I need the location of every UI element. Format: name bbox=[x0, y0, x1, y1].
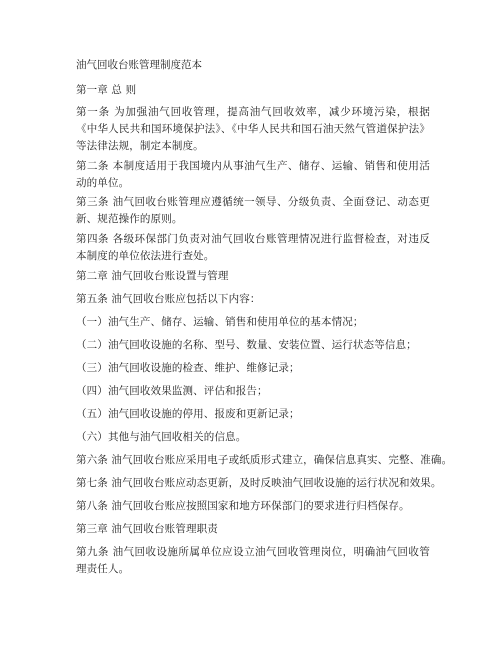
document-title: 油气回收台账管理制度范本 bbox=[76, 59, 202, 71]
article-2: 第二条 本制度适用于我国境内从事油气生产、储存、运输、销售和使用活动的单位。 bbox=[76, 160, 430, 189]
article-5-item-4: （四）油气回收效果监测、评估和报告； bbox=[76, 385, 268, 397]
article-5-item-1: （一）油气生产、储存、运输、销售和使用单位的基本情况； bbox=[76, 316, 364, 328]
article-8: 第八条 油气回收台账应按照国家和地方环保部门的要求进行归档保存。 bbox=[76, 500, 410, 512]
article-5: 第五条 油气回收台账应包括以下内容： bbox=[76, 293, 261, 305]
article-5-item-2: （二）油气回收设施的名称、型号、数量、安装位置、运行状态等信息； bbox=[76, 339, 417, 351]
article-5-item-6: （六）其他与油气回收相关的信息。 bbox=[76, 431, 247, 443]
article-9: 第九条 油气回收设施所属单位应设立油气回收管理岗位，明确油气回收管理责任人。 bbox=[76, 546, 430, 575]
chapter-3-heading: 第三章 油气回收台账管理职责 bbox=[76, 523, 218, 535]
article-6: 第六条 油气回收台账应采用电子或纸质形式建立，确保信息真实、完整、准确。 bbox=[76, 454, 453, 466]
article-5-item-3: （三）油气回收设施的检查、维护、维修记录； bbox=[76, 362, 300, 374]
article-1: 第一条 为加强油气回收管理，提高油气回收效率，减少环境污染，根据《中华人民共和国环境保护法》、《中华人民共和国石油天然气管道保护法》等法律法规，制定本制度。 bbox=[76, 106, 430, 152]
article-5-item-5: （五）油气回收设施的停用、报废和更新记录； bbox=[76, 408, 300, 420]
article-4: 第四条 各级环保部门负责对油气回收台账管理情况进行监督检查，对违反本制度的单位依法进行查处。 bbox=[76, 233, 430, 262]
chapter-1-heading: 第一章 总 则 bbox=[76, 84, 137, 96]
article-7: 第七条 油气回收台账应动态更新，及时反映油气回收设施的运行状况和效果。 bbox=[76, 477, 442, 489]
article-3: 第三条 油气回收台账管理应遵循统一领导、分级负责、全面登记、动态更新、规范操作的原则。 bbox=[76, 196, 430, 225]
chapter-2-heading: 第二章 油气回收台账设置与管理 bbox=[76, 270, 229, 282]
